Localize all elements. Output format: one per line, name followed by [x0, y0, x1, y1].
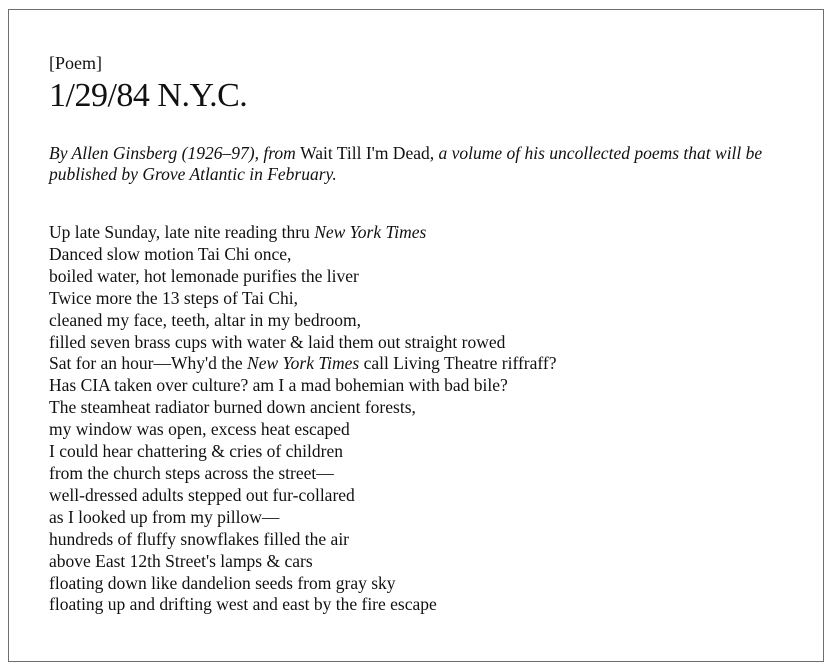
- poem-line: floating up and drifting west and east by the fire escape: [49, 594, 437, 615]
- poem-line: my window was open, excess heat escaped: [49, 419, 350, 440]
- poem-line: filled seven brass cups with water & laid them out straight rowed: [49, 331, 506, 352]
- section-kicker: [Poem]: [49, 53, 102, 73]
- book-title: Wait Till I'm Dead: [300, 143, 430, 163]
- article-content: [49, 52, 793, 616]
- poem-line: floating down like dandelion seeds from gray sky: [49, 572, 396, 593]
- poem-line: from the church steps across the street—: [49, 462, 334, 483]
- poem-line: as I looked up from my pillow—: [49, 506, 280, 527]
- poem-line: The steamheat radiator burned down ancient forests,: [49, 397, 416, 418]
- poem-line: Has CIA taken over culture? am I a mad bohemian with bad bile?: [49, 375, 508, 396]
- article-frame: [8, 9, 824, 662]
- poem-line: boiled water, hot lemonade purifies the liver: [49, 265, 359, 286]
- poem-line: Up late Sunday, late nite reading thru New York Times: [49, 222, 427, 242]
- poem-line: hundreds of fluffy snowflakes filled the air: [49, 528, 350, 549]
- byline: [49, 143, 794, 185]
- poem-line: cleaned my face, teeth, altar in my bedroom,: [49, 309, 361, 330]
- byline-suffix: , a volume of his uncollected poems that will be published by Grove Atlantic in February.: [49, 143, 763, 184]
- poem-line: Danced slow motion Tai Chi once,: [49, 243, 292, 264]
- newspaper-title: New York Times: [247, 353, 360, 374]
- poem-line: well-dressed adults stepped out fur-collared: [49, 484, 355, 505]
- byline-prefix: By Allen Ginsberg (1926–97), from: [49, 143, 301, 163]
- poem-line: above East 12th Street's lamps & cars: [49, 550, 313, 571]
- poem-body: [49, 222, 793, 616]
- poem-line: Sat for an hour—Why'd the New York Times call Living Theatre riffraff?: [49, 353, 557, 374]
- poem-title: 1/29/84 N.Y.C.: [49, 77, 248, 114]
- poem-line: I could hear chattering & cries of children: [49, 441, 343, 462]
- poem-line: Twice more the 13 steps of Tai Chi,: [49, 287, 298, 308]
- newspaper-title: New York Times: [314, 222, 427, 242]
